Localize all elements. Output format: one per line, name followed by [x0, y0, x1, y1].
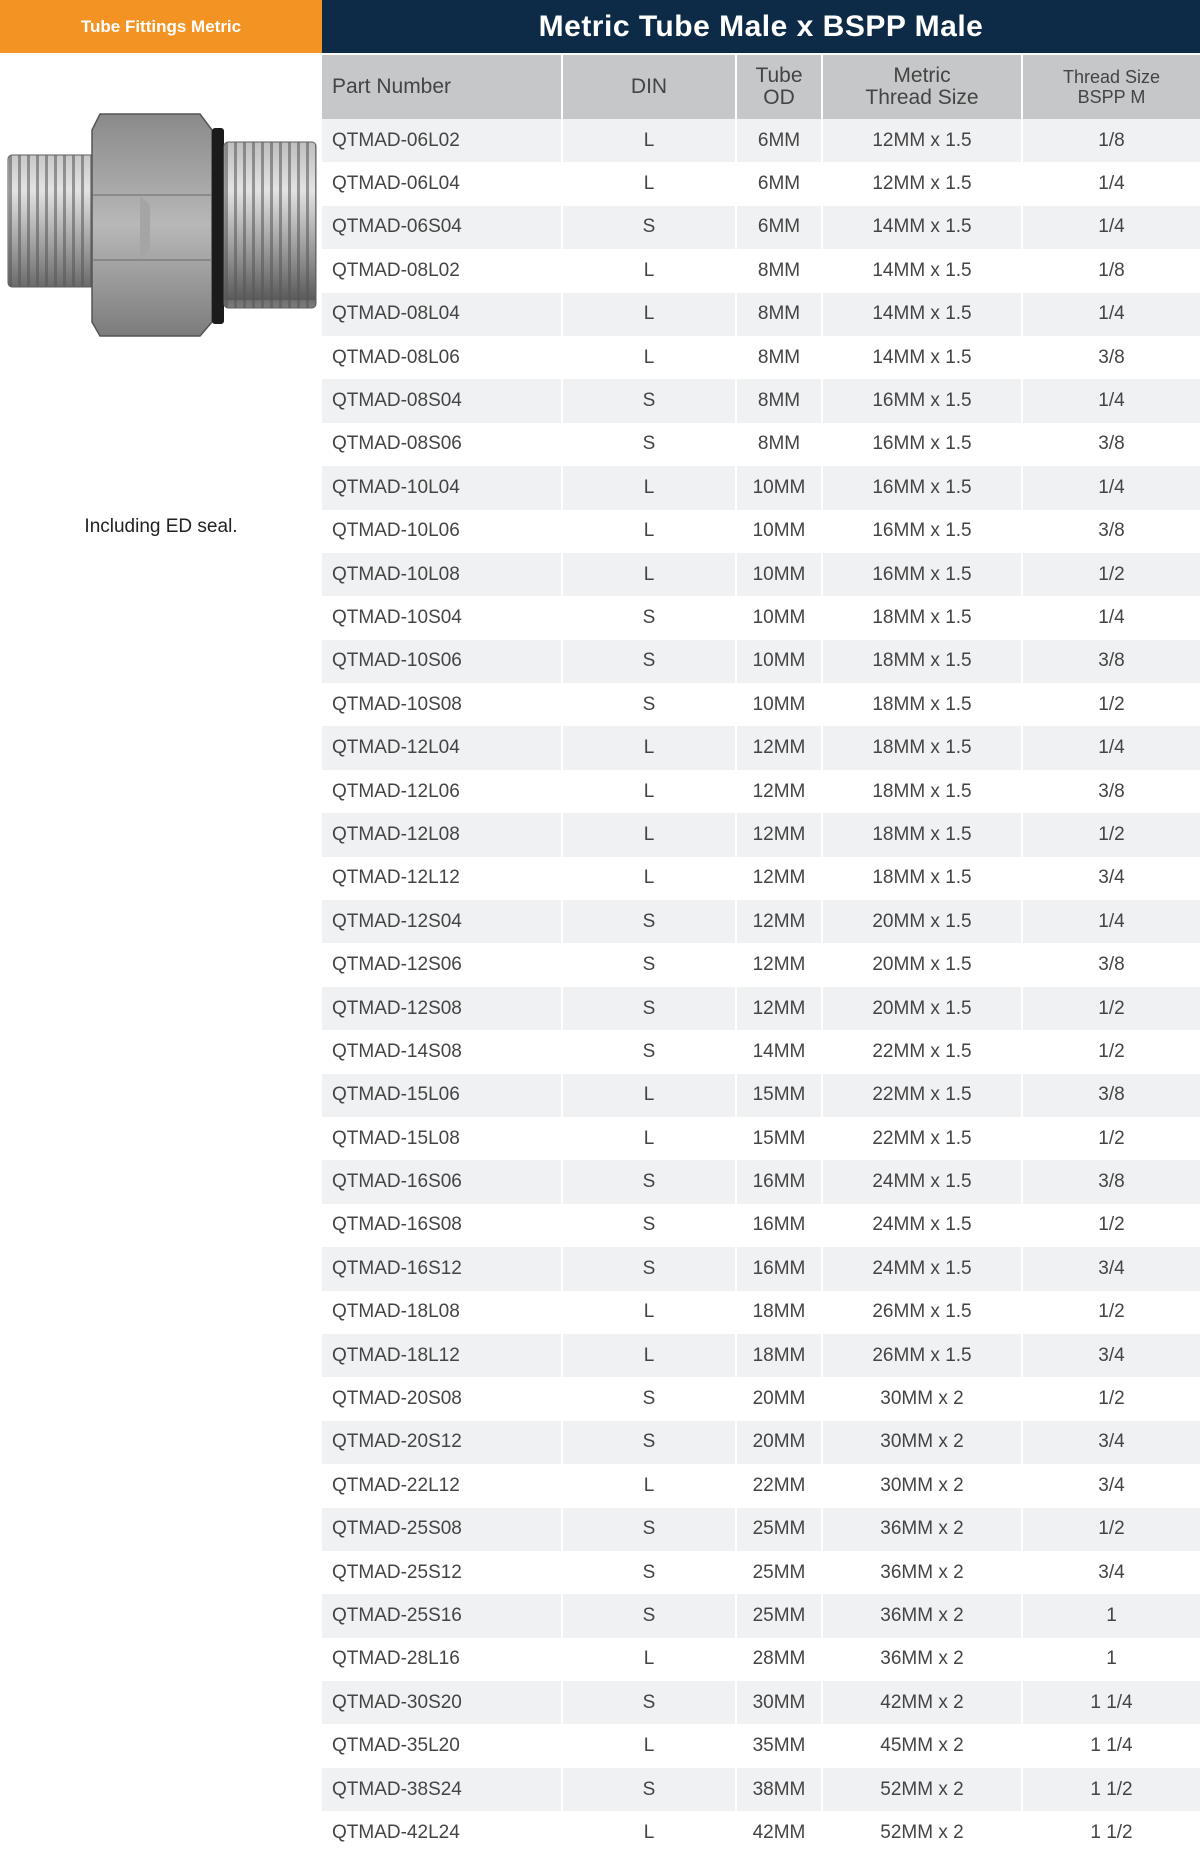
table-row [322, 510, 1200, 553]
cell-tube-od: 10MM [737, 683, 823, 726]
table-row [322, 1247, 1200, 1290]
cell-din: L [563, 813, 737, 856]
cell-part-number: QTMAD-16S12 [322, 1247, 563, 1290]
table-row [322, 1291, 1200, 1334]
cell-thread-size-bspp: 1/8 [1098, 259, 1125, 281]
cell-metric-thread-size: 36MM x 2 [823, 1508, 1023, 1551]
cell-thread-size-bspp: 3/8 [1098, 780, 1125, 802]
cell-metric-thread-size: 24MM x 1.5 [823, 1247, 1023, 1290]
cell-metric-thread-size: 16MM x 1.5 [823, 379, 1023, 422]
cell-part-number: QTMAD-25S08 [322, 1508, 563, 1551]
cell-metric-thread-size: 22MM x 1.5 [823, 1030, 1023, 1073]
table-row [322, 1594, 1200, 1637]
cell-thread-size-bspp: 1/2 [1098, 1127, 1125, 1149]
cell-thread-size-bspp: 3/8 [1098, 954, 1125, 976]
cell-tube-od: 25MM [737, 1551, 823, 1594]
cell-thread-size-bspp: 1 [1106, 1604, 1117, 1626]
cell-din: L [563, 1334, 737, 1377]
cell-metric-thread-size: 52MM x 2 [823, 1768, 1023, 1811]
cell-metric-thread-size: 45MM x 2 [823, 1724, 1023, 1767]
cell-din: L [563, 726, 737, 769]
cell-thread-size-bspp: 1/2 [1098, 997, 1125, 1019]
cell-thread-size-bspp: 3/8 [1098, 650, 1125, 672]
cell-metric-thread-size: 20MM x 1.5 [823, 987, 1023, 1030]
table-row [322, 1464, 1200, 1507]
table-row [322, 1204, 1200, 1247]
cell-metric-thread-size: 20MM x 1.5 [823, 900, 1023, 943]
table-row [322, 943, 1200, 986]
cell-metric-thread-size: 22MM x 1.5 [823, 1074, 1023, 1117]
cell-din: S [563, 1160, 737, 1203]
cell-metric-thread-size: 18MM x 1.5 [823, 857, 1023, 900]
cell-din: L [563, 1638, 737, 1681]
cell-tube-od: 8MM [737, 423, 823, 466]
table-row [322, 162, 1200, 205]
cell-din: L [563, 1074, 737, 1117]
cell-metric-thread-size: 24MM x 1.5 [823, 1160, 1023, 1203]
cell-thread-size-bspp: 1 [1106, 1648, 1117, 1670]
cell-part-number: QTMAD-28L16 [322, 1638, 563, 1681]
page-title: Metric Tube Male x BSPP Male [322, 0, 1200, 53]
cell-part-number: QTMAD-12L08 [322, 813, 563, 856]
cell-part-number: QTMAD-08L02 [322, 249, 563, 292]
table-row [322, 1508, 1200, 1551]
cell-metric-thread-size: 20MM x 1.5 [823, 943, 1023, 986]
cell-din: L [563, 336, 737, 379]
cell-thread-size-bspp: 3/8 [1098, 433, 1125, 455]
cell-din: L [563, 1464, 737, 1507]
cell-tube-od: 6MM [737, 119, 823, 162]
cell-metric-thread-size: 26MM x 1.5 [823, 1291, 1023, 1334]
cell-din: S [563, 640, 737, 683]
cell-thread-size-bspp: 3/8 [1098, 1084, 1125, 1106]
cell-tube-od: 6MM [737, 206, 823, 249]
cell-metric-thread-size: 42MM x 2 [823, 1681, 1023, 1724]
table-row [322, 553, 1200, 596]
cell-tube-od: 10MM [737, 510, 823, 553]
cell-tube-od: 16MM [737, 1204, 823, 1247]
cell-tube-od: 20MM [737, 1421, 823, 1464]
table-row [322, 1377, 1200, 1420]
cell-metric-thread-size: 30MM x 2 [823, 1377, 1023, 1420]
cell-thread-size-bspp: 1/4 [1098, 476, 1125, 498]
cell-part-number: QTMAD-06L02 [322, 119, 563, 162]
cell-part-number: QTMAD-10S06 [322, 640, 563, 683]
cell-thread-size-bspp: 1 1/2 [1090, 1821, 1133, 1843]
cell-tube-od: 12MM [737, 943, 823, 986]
cell-tube-od: 42MM [737, 1811, 823, 1854]
note-text: Including ED seal. [84, 516, 238, 537]
table-row [322, 1030, 1200, 1073]
cell-part-number: QTMAD-12L06 [322, 770, 563, 813]
table-row [322, 466, 1200, 509]
cell-thread-size-bspp: 3/8 [1098, 346, 1125, 368]
cell-din: L [563, 466, 737, 509]
table-row [322, 1421, 1200, 1464]
cell-part-number: QTMAD-15L08 [322, 1117, 563, 1160]
cell-part-number: QTMAD-10S08 [322, 683, 563, 726]
cell-part-number: QTMAD-12S08 [322, 987, 563, 1030]
cell-tube-od: 8MM [737, 379, 823, 422]
cell-thread-size-bspp: 1/4 [1098, 173, 1125, 195]
cell-tube-od: 12MM [737, 987, 823, 1030]
cell-din: S [563, 206, 737, 249]
cell-part-number: QTMAD-06S04 [322, 206, 563, 249]
cell-part-number: QTMAD-10L04 [322, 466, 563, 509]
cell-part-number: QTMAD-18L12 [322, 1334, 563, 1377]
header-tube-od: Tube OD [737, 55, 823, 119]
cell-thread-size-bspp: 1/2 [1098, 693, 1125, 715]
cell-part-number: QTMAD-20S12 [322, 1421, 563, 1464]
cell-din: S [563, 1204, 737, 1247]
cell-din: S [563, 987, 737, 1030]
cell-part-number: QTMAD-12S06 [322, 943, 563, 986]
header-part-number: Part Number [322, 55, 563, 119]
cell-thread-size-bspp: 1/2 [1098, 563, 1125, 585]
cell-metric-thread-size: 18MM x 1.5 [823, 683, 1023, 726]
table-row [322, 1551, 1200, 1594]
cell-metric-thread-size: 16MM x 1.5 [823, 510, 1023, 553]
cell-din: L [563, 293, 737, 336]
table-row [322, 119, 1200, 162]
cell-part-number: QTMAD-18L08 [322, 1291, 563, 1334]
table-row [322, 1724, 1200, 1767]
table-row [322, 379, 1200, 422]
table-row [322, 1811, 1200, 1854]
table-row [322, 336, 1200, 379]
cell-part-number: QTMAD-30S20 [322, 1681, 563, 1724]
cell-part-number: QTMAD-12S04 [322, 900, 563, 943]
cell-tube-od: 8MM [737, 293, 823, 336]
cell-metric-thread-size: 16MM x 1.5 [823, 466, 1023, 509]
cell-metric-thread-size: 24MM x 1.5 [823, 1204, 1023, 1247]
cell-thread-size-bspp: 1/2 [1098, 1040, 1125, 1062]
fitting-product-image [0, 100, 322, 350]
cell-thread-size-bspp: 1/2 [1098, 1388, 1125, 1410]
cell-metric-thread-size: 14MM x 1.5 [823, 249, 1023, 292]
cell-tube-od: 20MM [737, 1377, 823, 1420]
cell-din: S [563, 1030, 737, 1073]
cell-din: S [563, 1551, 737, 1594]
cell-part-number: QTMAD-08S04 [322, 379, 563, 422]
cell-tube-od: 12MM [737, 770, 823, 813]
cell-metric-thread-size: 12MM x 1.5 [823, 162, 1023, 205]
cell-thread-size-bspp: 3/8 [1098, 1171, 1125, 1193]
cell-tube-od: 30MM [737, 1681, 823, 1724]
cell-thread-size-bspp: 1/4 [1098, 303, 1125, 325]
cell-part-number: QTMAD-10L08 [322, 553, 563, 596]
table-row [322, 1334, 1200, 1377]
cell-metric-thread-size: 18MM x 1.5 [823, 770, 1023, 813]
cell-metric-thread-size: 52MM x 2 [823, 1811, 1023, 1854]
cell-metric-thread-size: 36MM x 2 [823, 1638, 1023, 1681]
cell-tube-od: 16MM [737, 1247, 823, 1290]
cell-din: L [563, 1811, 737, 1854]
cell-part-number: QTMAD-38S24 [322, 1768, 563, 1811]
cell-din: L [563, 162, 737, 205]
cell-part-number: QTMAD-06L04 [322, 162, 563, 205]
table-row [322, 726, 1200, 769]
category-tab[interactable]: Tube Fittings Metric [0, 0, 322, 53]
cell-din: S [563, 1768, 737, 1811]
cell-tube-od: 12MM [737, 857, 823, 900]
cell-metric-thread-size: 14MM x 1.5 [823, 206, 1023, 249]
cell-din: L [563, 770, 737, 813]
cell-thread-size-bspp: 1/4 [1098, 737, 1125, 759]
cell-din: S [563, 423, 737, 466]
cell-part-number: QTMAD-10L06 [322, 510, 563, 553]
cell-thread-size-bspp: 3/8 [1098, 520, 1125, 542]
cell-tube-od: 8MM [737, 249, 823, 292]
cell-tube-od: 22MM [737, 1464, 823, 1507]
cell-part-number: QTMAD-42L24 [322, 1811, 563, 1854]
cell-metric-thread-size: 14MM x 1.5 [823, 293, 1023, 336]
cell-tube-od: 38MM [737, 1768, 823, 1811]
cell-metric-thread-size: 18MM x 1.5 [823, 813, 1023, 856]
cell-thread-size-bspp: 1/4 [1098, 910, 1125, 932]
cell-din: S [563, 1247, 737, 1290]
cell-tube-od: 10MM [737, 466, 823, 509]
cell-tube-od: 14MM [737, 1030, 823, 1073]
cell-metric-thread-size: 18MM x 1.5 [823, 596, 1023, 639]
cell-tube-od: 10MM [737, 596, 823, 639]
cell-part-number: QTMAD-35L20 [322, 1724, 563, 1767]
cell-din: L [563, 510, 737, 553]
cell-part-number: QTMAD-12L04 [322, 726, 563, 769]
cell-din: L [563, 249, 737, 292]
table-row [322, 293, 1200, 336]
cell-part-number: QTMAD-25S12 [322, 1551, 563, 1594]
cell-tube-od: 8MM [737, 336, 823, 379]
cell-part-number: QTMAD-08S06 [322, 423, 563, 466]
cell-tube-od: 12MM [737, 726, 823, 769]
table-row [322, 770, 1200, 813]
cell-part-number: QTMAD-16S08 [322, 1204, 563, 1247]
table-row [322, 1160, 1200, 1203]
cell-metric-thread-size: 16MM x 1.5 [823, 423, 1023, 466]
cell-thread-size-bspp: 1/2 [1098, 1518, 1125, 1540]
table-row [322, 683, 1200, 726]
cell-metric-thread-size: 30MM x 2 [823, 1421, 1023, 1464]
table-row [322, 596, 1200, 639]
cell-din: L [563, 1724, 737, 1767]
cell-thread-size-bspp: 3/4 [1098, 1474, 1125, 1496]
cell-tube-od: 12MM [737, 813, 823, 856]
cell-tube-od: 15MM [737, 1117, 823, 1160]
cell-tube-od: 18MM [737, 1334, 823, 1377]
cell-tube-od: 6MM [737, 162, 823, 205]
cell-thread-size-bspp: 1/4 [1098, 390, 1125, 412]
cell-din: L [563, 1291, 737, 1334]
spec-table-panel [322, 0, 1200, 1849]
cell-thread-size-bspp: 1/4 [1098, 606, 1125, 628]
header-din: DIN [563, 55, 737, 119]
cell-din: S [563, 1377, 737, 1420]
cell-tube-od: 35MM [737, 1724, 823, 1767]
cell-tube-od: 18MM [737, 1291, 823, 1334]
cell-thread-size-bspp: 3/4 [1098, 1257, 1125, 1279]
cell-metric-thread-size: 36MM x 2 [823, 1594, 1023, 1637]
cell-thread-size-bspp: 3/4 [1098, 867, 1125, 889]
cell-part-number: QTMAD-20S08 [322, 1377, 563, 1420]
cell-metric-thread-size: 22MM x 1.5 [823, 1117, 1023, 1160]
cell-din: S [563, 1421, 737, 1464]
cell-metric-thread-size: 26MM x 1.5 [823, 1334, 1023, 1377]
left-panel [0, 0, 322, 1849]
cell-part-number: QTMAD-16S06 [322, 1160, 563, 1203]
cell-din: S [563, 683, 737, 726]
cell-thread-size-bspp: 3/4 [1098, 1561, 1125, 1583]
cell-metric-thread-size: 12MM x 1.5 [823, 119, 1023, 162]
cell-metric-thread-size: 18MM x 1.5 [823, 726, 1023, 769]
cell-din: S [563, 1681, 737, 1724]
table-row [322, 1638, 1200, 1681]
cell-tube-od: 25MM [737, 1508, 823, 1551]
table-row [322, 987, 1200, 1030]
table-row [322, 640, 1200, 683]
cell-din: S [563, 1508, 737, 1551]
table-row [322, 857, 1200, 900]
cell-metric-thread-size: 14MM x 1.5 [823, 336, 1023, 379]
cell-tube-od: 25MM [737, 1594, 823, 1637]
cell-din: S [563, 900, 737, 943]
cell-part-number: QTMAD-12L12 [322, 857, 563, 900]
cell-part-number: QTMAD-14S08 [322, 1030, 563, 1073]
cell-din: L [563, 119, 737, 162]
table-row [322, 423, 1200, 466]
cell-part-number: QTMAD-08L06 [322, 336, 563, 379]
table-row [322, 1117, 1200, 1160]
table-body [322, 119, 1200, 1855]
cell-part-number: QTMAD-10S04 [322, 596, 563, 639]
cell-din: S [563, 1594, 737, 1637]
header-metric-thread-size: Metric Thread Size [823, 55, 1023, 119]
table-row [322, 813, 1200, 856]
cell-thread-size-bspp: 3/4 [1098, 1344, 1125, 1366]
cell-tube-od: 12MM [737, 900, 823, 943]
cell-din: S [563, 596, 737, 639]
cell-thread-size-bspp: 1/2 [1098, 1214, 1125, 1236]
cell-thread-size-bspp: 1/2 [1098, 823, 1125, 845]
cell-tube-od: 10MM [737, 640, 823, 683]
cell-thread-size-bspp: 1/2 [1098, 1301, 1125, 1323]
table-row [322, 249, 1200, 292]
cell-metric-thread-size: 16MM x 1.5 [823, 553, 1023, 596]
table-row [322, 1768, 1200, 1811]
header-thread-size-bspp: Thread Size BSPP M [1062, 67, 1161, 107]
cell-thread-size-bspp: 1/4 [1098, 216, 1125, 238]
cell-thread-size-bspp: 1 1/2 [1090, 1778, 1133, 1800]
cell-thread-size-bspp: 1 1/4 [1090, 1691, 1133, 1713]
table-row [322, 1074, 1200, 1117]
cell-din: S [563, 943, 737, 986]
cell-din: L [563, 857, 737, 900]
cell-part-number: QTMAD-15L06 [322, 1074, 563, 1117]
cell-tube-od: 28MM [737, 1638, 823, 1681]
cell-metric-thread-size: 18MM x 1.5 [823, 640, 1023, 683]
cell-thread-size-bspp: 1 1/4 [1090, 1735, 1133, 1757]
table-row [322, 206, 1200, 249]
cell-metric-thread-size: 36MM x 2 [823, 1551, 1023, 1594]
cell-part-number: QTMAD-25S16 [322, 1594, 563, 1637]
table-header [322, 55, 1200, 119]
cell-thread-size-bspp: 3/4 [1098, 1431, 1125, 1453]
cell-tube-od: 10MM [737, 553, 823, 596]
cell-tube-od: 16MM [737, 1160, 823, 1203]
cell-din: L [563, 553, 737, 596]
cell-metric-thread-size: 30MM x 2 [823, 1464, 1023, 1507]
cell-din: L [563, 1117, 737, 1160]
table-row [322, 900, 1200, 943]
table-row [322, 1681, 1200, 1724]
cell-din: S [563, 379, 737, 422]
cell-tube-od: 15MM [737, 1074, 823, 1117]
cell-part-number: QTMAD-08L04 [322, 293, 563, 336]
cell-thread-size-bspp: 1/8 [1098, 129, 1125, 151]
cell-part-number: QTMAD-22L12 [322, 1464, 563, 1507]
